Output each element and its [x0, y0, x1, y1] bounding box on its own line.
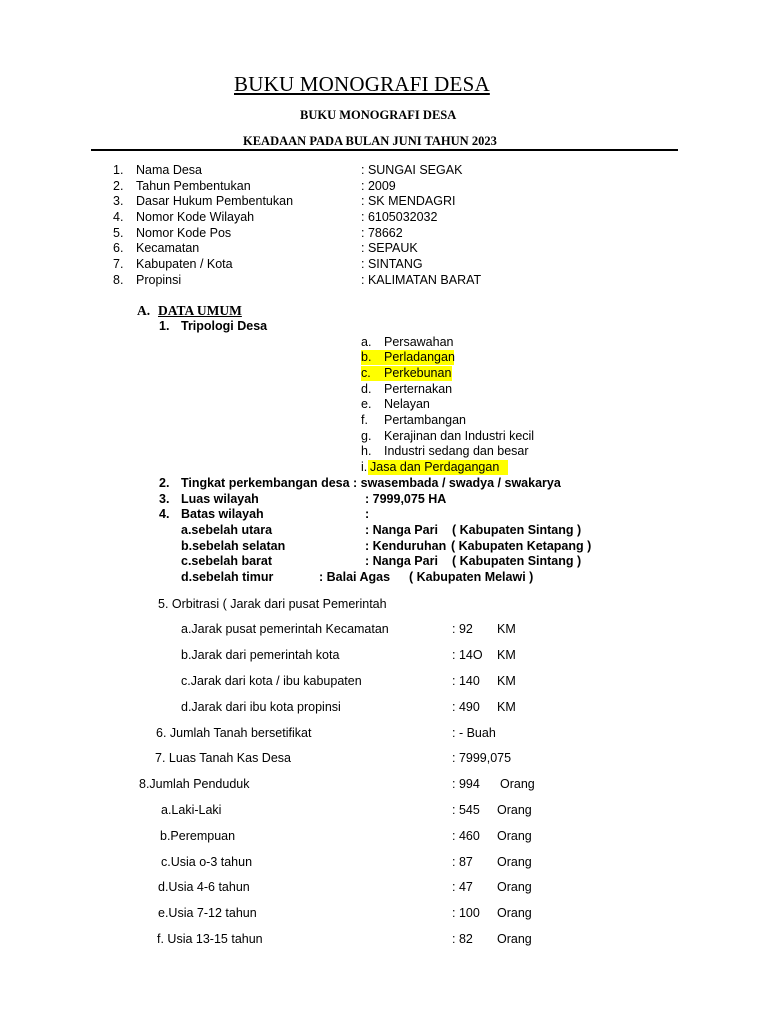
- identity-value: : 2009: [361, 179, 396, 193]
- kas-label: 7. Luas Tanah Kas Desa: [155, 751, 291, 765]
- identity-value: : SK MENDAGRI: [361, 194, 456, 208]
- penduduk-row-value: : 460: [452, 829, 480, 843]
- penduduk-row-value: : 87: [452, 855, 473, 869]
- identity-num: 7.: [113, 257, 124, 271]
- batas-row-kabupaten: ( Kabupaten Sintang ): [452, 523, 582, 537]
- option-letter: g.: [361, 429, 372, 443]
- orbitrasi-row-label: b.Jarak dari pemerintah kota: [181, 648, 340, 662]
- identity-num: 2.: [113, 179, 124, 193]
- identity-label: Kecamatan: [136, 241, 200, 255]
- option-letter: a.: [361, 335, 372, 349]
- penduduk-row-unit: Orang: [497, 803, 532, 817]
- option-letter: c.: [361, 366, 371, 380]
- tingkat-num: 2.: [159, 476, 170, 490]
- identity-num: 1.: [113, 163, 124, 177]
- penduduk-row-unit: Orang: [497, 906, 532, 920]
- identity-label: Dasar Hukum Pembentukan: [136, 194, 294, 208]
- option-label: Pertambangan: [384, 413, 467, 427]
- option-label-highlighted: Perladangan: [384, 350, 455, 364]
- option-letter: i.: [361, 460, 368, 474]
- option-letter: f.: [361, 413, 368, 427]
- orbitrasi-row-label: d.Jarak dari ibu kota propinsi: [181, 700, 341, 714]
- identity-num: 6.: [113, 241, 124, 255]
- identity-label: Kabupaten / Kota: [136, 257, 233, 271]
- section-letter: A.: [137, 303, 151, 318]
- identity-label: Propinsi: [136, 273, 182, 287]
- identity-label: Nomor Kode Wilayah: [136, 210, 255, 224]
- option-label-highlighted: Jasa dan Perdagangan: [370, 460, 500, 474]
- tingkat-text: Tingkat perkembangan desa : swasembada / swadya / swakarya: [181, 476, 561, 490]
- penduduk-row-unit: Orang: [497, 855, 532, 869]
- orbitrasi-row-value: : 14O: [452, 648, 483, 662]
- document-title: BUKU MONOGRAFI DESA: [234, 72, 490, 96]
- penduduk-row-label: c.Usia o-3 tahun: [161, 855, 253, 869]
- batas-label: Batas wilayah: [181, 507, 264, 521]
- identity-label: Tahun Pembentukan: [136, 179, 251, 193]
- penduduk-row-unit: Orang: [497, 829, 532, 843]
- identity-num: 4.: [113, 210, 124, 224]
- batas-row-label: c.sebelah barat: [181, 554, 273, 568]
- tanah-value: : - Buah: [452, 726, 496, 740]
- option-letter: h.: [361, 444, 372, 458]
- luas-label: Luas wilayah: [181, 492, 259, 506]
- identity-label: Nama Desa: [136, 163, 202, 177]
- document-period: KEADAAN PADA BULAN JUNI TAHUN 2023: [243, 134, 497, 148]
- identity-value: : KALIMATAN BARAT: [361, 273, 482, 287]
- header-divider: [91, 149, 678, 151]
- identity-value: : SINTANG: [361, 257, 423, 271]
- tripologi-title: Tripologi Desa: [181, 319, 268, 333]
- batas-row-label: a.sebelah utara: [181, 523, 273, 537]
- penduduk-row-label: e.Usia 7-12 tahun: [158, 906, 257, 920]
- option-label: Industri sedang dan besar: [384, 444, 529, 458]
- option-label-highlighted: Perkebunan: [384, 366, 452, 380]
- orbitrasi-row-value: : 140: [452, 674, 480, 688]
- batas-row-kabupaten: ( Kabupaten Ketapang ): [451, 539, 592, 553]
- batas-row-kabupaten: ( Kabupaten Melawi ): [409, 570, 534, 584]
- batas-row-label: d.sebelah timur: [181, 570, 274, 584]
- tanah-label: 6. Jumlah Tanah bersetifikat: [156, 726, 312, 740]
- penduduk-row-value: : 100: [452, 906, 480, 920]
- identity-value: : SEPAUK: [361, 241, 418, 255]
- penduduk-row-unit: Orang: [497, 880, 532, 894]
- batas-colon: :: [365, 507, 370, 521]
- luas-value: : 7999,075 HA: [365, 492, 447, 506]
- penduduk-row-label: f. Usia 13-15 tahun: [157, 932, 263, 946]
- penduduk-unit: Orang: [500, 777, 535, 791]
- orbitrasi-title: 5. Orbitrasi ( Jarak dari pusat Pemerintah: [158, 597, 387, 611]
- tripologi-num: 1.: [159, 319, 170, 333]
- penduduk-row-value: : 545: [452, 803, 480, 817]
- luas-num: 3.: [159, 492, 170, 506]
- batas-row-value: : Nanga Pari: [365, 554, 438, 568]
- option-letter: e.: [361, 397, 372, 411]
- option-label: Kerajinan dan Industri kecil: [384, 429, 535, 443]
- orbitrasi-row-value: : 490: [452, 700, 480, 714]
- option-label: Nelayan: [384, 397, 430, 411]
- orbitrasi-row-unit: KM: [497, 622, 516, 636]
- penduduk-row-label: d.Usia 4-6 tahun: [158, 880, 250, 894]
- orbitrasi-row-unit: KM: [497, 648, 516, 662]
- batas-row-value: : Balai Agas: [319, 570, 391, 584]
- orbitrasi-row-value: : 92: [452, 622, 473, 636]
- penduduk-row-label: a.Laki-Laki: [161, 803, 222, 817]
- option-letter: b.: [361, 350, 372, 364]
- option-label: Persawahan: [384, 335, 454, 349]
- batas-num: 4.: [159, 507, 170, 521]
- identity-value: : 6105032032: [361, 210, 438, 224]
- identity-num: 8.: [113, 273, 124, 287]
- section-title: DATA UMUM: [158, 303, 242, 318]
- orbitrasi-row-unit: KM: [497, 700, 516, 714]
- kas-value: : 7999,075: [452, 751, 512, 765]
- identity-num: 3.: [113, 194, 124, 208]
- orbitrasi-row-unit: KM: [497, 674, 516, 688]
- batas-row-kabupaten: ( Kabupaten Sintang ): [452, 554, 582, 568]
- penduduk-value: : 994: [452, 777, 480, 791]
- identity-num: 5.: [113, 226, 124, 240]
- document-subtitle: BUKU MONOGRAFI DESA: [300, 108, 457, 122]
- penduduk-row-unit: Orang: [497, 932, 532, 946]
- identity-value: : 78662: [361, 226, 403, 240]
- identity-value: : SUNGAI SEGAK: [361, 163, 463, 177]
- option-label: Perternakan: [384, 382, 453, 396]
- batas-row-value: : Nanga Pari: [365, 523, 438, 537]
- penduduk-label: 8.Jumlah Penduduk: [139, 777, 250, 791]
- penduduk-row-value: : 82: [452, 932, 473, 946]
- option-letter: d.: [361, 382, 372, 396]
- penduduk-row-label: b.Perempuan: [160, 829, 236, 843]
- orbitrasi-row-label: c.Jarak dari kota / ibu kabupaten: [181, 674, 362, 688]
- identity-label: Nomor Kode Pos: [136, 226, 232, 240]
- orbitrasi-row-label: a.Jarak pusat pemerintah Kecamatan: [181, 622, 389, 636]
- batas-row-value: : Kenduruhan: [365, 539, 447, 553]
- penduduk-row-value: : 47: [452, 880, 473, 894]
- batas-row-label: b.sebelah selatan: [181, 539, 286, 553]
